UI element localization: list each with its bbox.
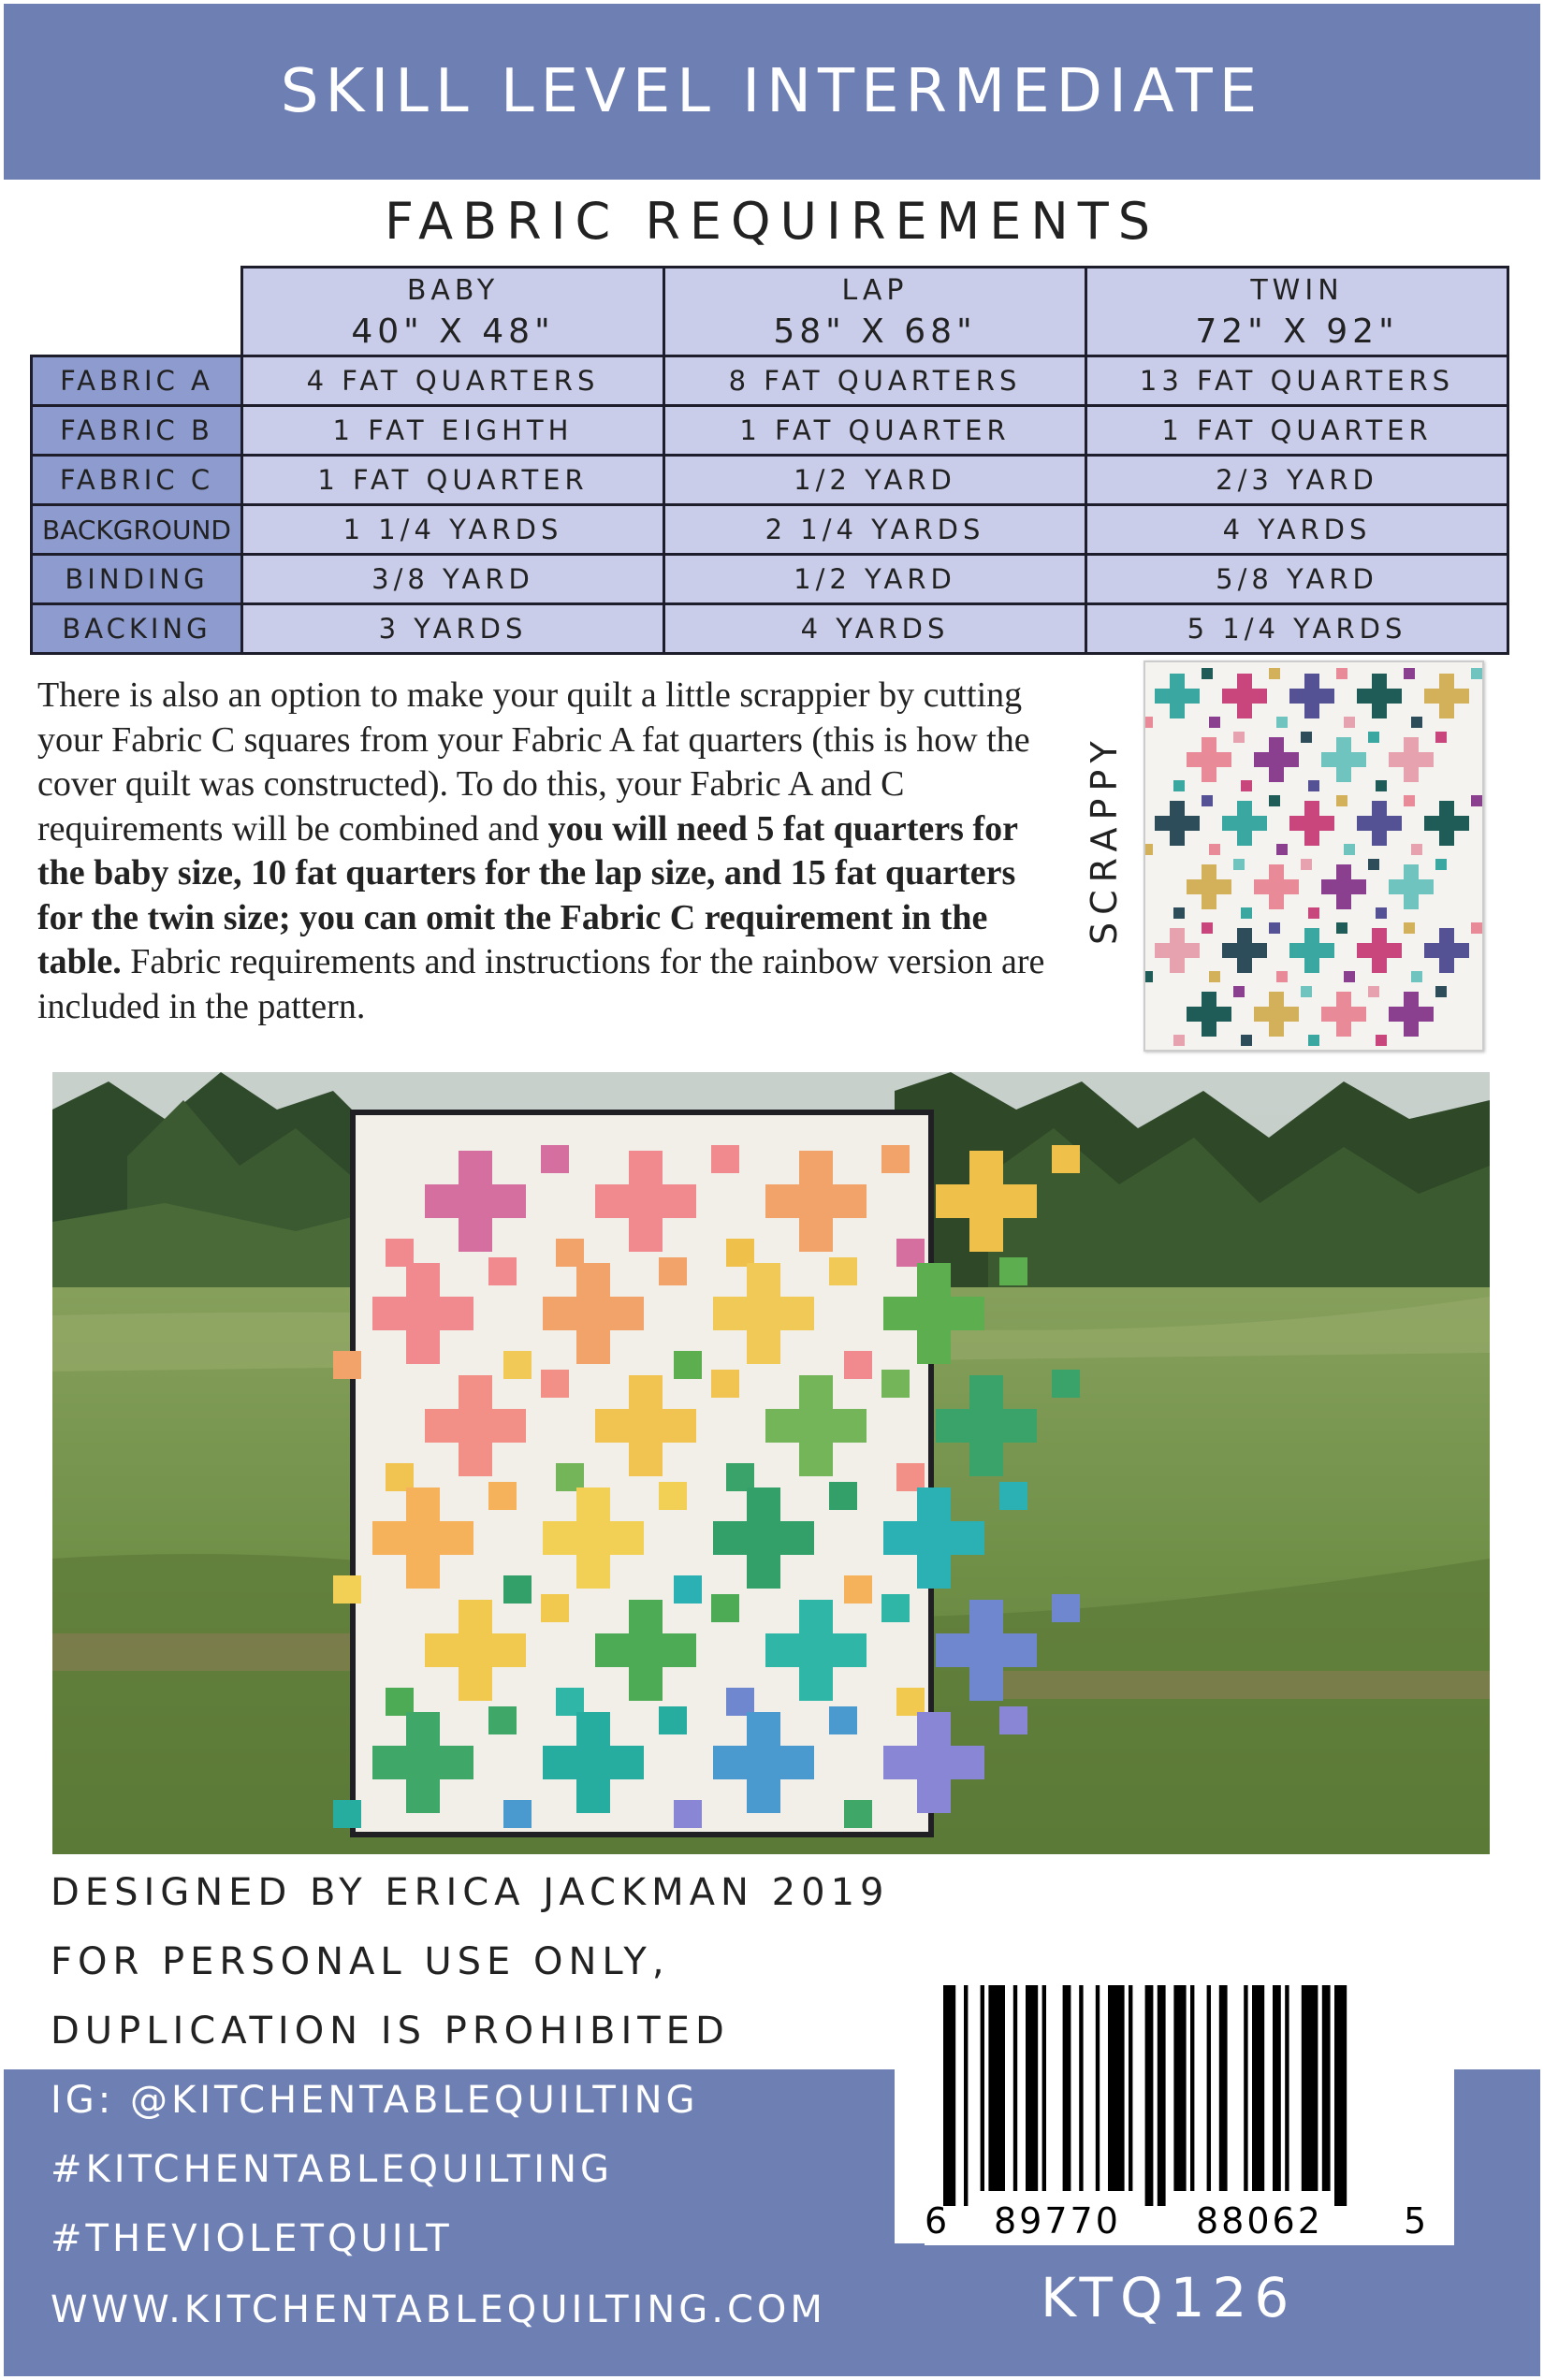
barcode-bar [1285,1985,1289,2191]
barcode-check-digit: 5 [1404,2200,1430,2242]
quilt-patch [541,1594,569,1622]
table-cell: 5/8 YARD [1086,555,1508,604]
quilt-patch [659,1482,687,1510]
quilt-cross [1170,928,1185,973]
table-cell: 3 YARDS [242,604,664,654]
barcode-bar [1042,1985,1046,2191]
quilt-cross [1269,737,1284,782]
quilt-patch [674,1575,702,1604]
scrappy-label: SCRAPPY [1084,733,1125,945]
table-cell: 1/2 YARD [664,456,1086,505]
quilt-cross [629,1151,663,1252]
quilt-cross [459,1375,492,1476]
table-row [32,505,1508,555]
skill-level-text: SKILL LEVEL INTERMEDIATE [280,57,1264,126]
quilt-patch [1209,971,1220,982]
barcode [925,1981,1454,2245]
quilt-cross [576,1712,610,1813]
size-dimensions: 58" X 68" [773,312,977,351]
quilt-cross [1304,674,1319,718]
product-code: KTQ126 [1041,2266,1297,2329]
scrappy-quilt-drawing [1145,662,1482,1050]
size-header-baby [242,268,664,356]
barcode-right-group: 88062 [1196,2200,1323,2242]
quilt-patch [1368,732,1379,743]
quilt-patch [503,1575,532,1604]
barcode-bar [988,1985,1005,2191]
fabric-requirements-table [30,266,1509,655]
barcode-bar [1013,1985,1017,2191]
website-link[interactable]: WWW.KITCHENTABLEQUILTING.COM [51,2288,826,2331]
quilt-patch [1471,922,1482,934]
table-header-row [32,268,1508,356]
quilt-patch [386,1688,414,1716]
quilt-patch [1202,795,1213,806]
quilt-cross [1336,737,1351,782]
barcode-bar [981,1985,984,2191]
table-cell: 1 FAT QUARTER [664,406,1086,456]
quilt-patch [1269,795,1280,806]
quilt-patch [1308,907,1319,919]
quilt-cross [1202,992,1216,1037]
quilt-patch [1241,780,1252,791]
table-row [32,555,1508,604]
hashtag-thevioletquilt[interactable]: #THEVIOLETQUILT [51,2217,453,2260]
quilt-cross [747,1263,780,1364]
scrappy-quilt-thumbnail [1143,660,1484,1052]
quilt-patch [333,1800,361,1828]
quilt-cross [576,1263,610,1364]
quilt-patch [844,1575,872,1604]
quilt-patch [1276,844,1288,855]
quilt-patch [829,1482,857,1510]
barcode-bar [1063,1985,1071,2191]
quilt-patch [1336,922,1347,934]
barcode-bar [1334,1985,1347,2206]
quilt-patch [1233,986,1245,997]
quilt-photo-drawing [52,1072,1490,1854]
quilt-cross [1439,801,1454,846]
quilt-patch [711,1370,739,1398]
quilt-cross [799,1375,833,1476]
table-cell: 13 FAT QUARTERS [1086,356,1508,406]
quilt-cross [747,1488,780,1589]
personal-use-notice: FOR PERSONAL USE ONLY, [51,1940,670,1983]
table-row [32,604,1508,654]
quilt-patch [1202,922,1213,934]
skill-level-banner [4,4,1540,180]
quilt-patch [1344,971,1355,982]
quilt-patch [1344,844,1355,855]
quilt-patch [999,1706,1027,1734]
quilt-patch [1209,844,1220,855]
quilt-patch [1241,907,1252,919]
quilt-patch [711,1145,739,1173]
quilt-patch [829,1706,857,1734]
quilt-patch [556,1463,584,1491]
barcode-bar [1079,1985,1083,2191]
table-cell: 1/2 YARD [664,555,1086,604]
quilt-patch [896,1239,925,1267]
table-row [32,456,1508,505]
paragraph-bold: you will need 5 fat quarters for the baby size, 10 fat quarters for the lap size, and 15 fat quarters for the twin size; you can omit the Fabric C requirement in the table. [37,808,1018,981]
size-dimensions: 40" X 48" [351,312,555,351]
quilt-cross [1202,864,1216,909]
quilt-cross [1439,674,1454,718]
quilt-patch [1376,780,1387,791]
quilt-patch [1411,717,1422,728]
table-row [32,356,1508,406]
quilt-patch [556,1688,584,1716]
quilt-patch [1336,795,1347,806]
quilt-cross [799,1151,833,1252]
quilt-patch [1052,1145,1080,1173]
quilt-patch [1404,668,1415,679]
quilt-cross [1237,801,1252,846]
quilt-patch [1336,668,1347,679]
quilt-patch [659,1257,687,1285]
barcode-bar [1219,1985,1228,2191]
quilt-patch [711,1594,739,1622]
quilt-patch [1145,844,1153,855]
quilt-patch [1173,780,1185,791]
hashtag-kitchentablequilting[interactable]: #KITCHENTABLEQUILTING [51,2148,614,2191]
quilt-patch [674,1351,702,1379]
quilt-cross [576,1488,610,1589]
quilt-patch [1202,668,1213,679]
quilt-patch [1173,1035,1185,1046]
barcode-bar [1145,1985,1154,2206]
quilt-patch [386,1463,414,1491]
quilt-patch [1233,732,1245,743]
paragraph-outro: Fabric requirements and instructions for the rainbow version are included in the pattern. [37,942,1045,1026]
quilt-cross [799,1600,833,1701]
barcode-left-group: 89770 [994,2200,1121,2242]
barcode-bar [1173,1985,1186,2191]
barcode-bar [1252,1985,1264,2191]
paragraph-intro: There is also an option to make your quilt a little scrappier by cutting your Fabric C squares from your Fabric A fat quarters (this is how the cover quilt was constructed). To do this, your Fabric A and C requirements will be combined and [37,675,1030,849]
table-row [32,406,1508,456]
quilt-patch [881,1370,910,1398]
quilt-patch [881,1145,910,1173]
table-cell: 1 FAT QUARTER [1086,406,1508,456]
table-cell: 2 1/4 YARDS [664,505,1086,555]
quilt-cross [1269,864,1284,909]
quilt-patch [541,1145,569,1173]
row-label: FABRIC A [32,356,242,406]
quilt-patch [881,1594,910,1622]
size-name: TWIN [1250,274,1344,307]
quilt-patch [1376,1035,1387,1046]
quilt-patch [1145,717,1153,728]
quilt-patch [1435,986,1447,997]
quilt-cross [1170,674,1185,718]
quilt-patch [1435,859,1447,870]
quilt-patch [674,1800,702,1828]
quilt-cross [917,1263,951,1364]
table-cell: 4 YARDS [1086,505,1508,555]
quilt-cross [917,1712,951,1813]
quilt-patch [1435,732,1447,743]
quilt-patch [1276,971,1288,982]
row-label: BINDING [32,555,242,604]
quilt-patch [844,1351,872,1379]
quilt-cross [1237,674,1252,718]
size-dimensions: 72" X 92" [1195,312,1399,351]
scrappy-option-paragraph [37,674,1067,1029]
quilt-cross [629,1375,663,1476]
barcode-bar [1129,1985,1132,2191]
barcode-bar [1026,1985,1038,2191]
barcode-bar [943,1985,955,2206]
table-cell: 1 1/4 YARDS [242,505,664,555]
quilt-patch [896,1688,925,1716]
quilt-patch [488,1257,517,1285]
quilt-patch [1269,668,1280,679]
scrappy-background [1145,662,1482,1050]
quilt-patch [659,1706,687,1734]
quilt-cross [1304,801,1319,846]
barcode-bar [1190,1985,1194,2191]
quilt-cross [406,1263,440,1364]
quilt-patch [1411,844,1422,855]
quilt-cross [1372,674,1387,718]
quilt-patch [488,1482,517,1510]
quilt-patch [1308,780,1319,791]
table-cell: 8 FAT QUARTERS [664,356,1086,406]
quilt-patch [1233,859,1245,870]
quilt-patch [1241,1035,1252,1046]
quilt-patch [1209,717,1220,728]
quilt-cross [629,1600,663,1701]
quilt-patch [1411,971,1422,982]
quilt-patch [999,1257,1027,1285]
quilt-patch [1308,1035,1319,1046]
quilt-patch [556,1239,584,1267]
quilt-patch [1301,859,1312,870]
quilt-cross [1404,864,1419,909]
quilt-patch [503,1351,532,1379]
quilt-photo [52,1072,1490,1854]
table-cell: 1 FAT QUARTER [242,456,664,505]
quilt-cross [969,1375,1003,1476]
instagram-handle[interactable]: IG: @KITCHENTABLEQUILTING [51,2079,699,2122]
row-label: FABRIC C [32,456,242,505]
table-cell: 1 FAT EIGHTH [242,406,664,456]
quilt-cross [459,1600,492,1701]
table-cell: 3/8 YARD [242,555,664,604]
barcode-bar [964,1985,968,2206]
barcode-bar [1302,1985,1318,2191]
barcode-first-digit: 6 [925,2200,951,2242]
quilt-cross [1170,801,1185,846]
quilt-patch [1173,907,1185,919]
quilt-cross [1202,737,1216,782]
quilt-patch [999,1482,1027,1510]
quilt-cross [406,1712,440,1813]
quilt-patch [1276,717,1288,728]
table-cell: 5 1/4 YARDS [1086,604,1508,654]
row-label: BACKING [32,604,242,654]
quilt-patch [896,1463,925,1491]
barcode-bar [1207,1985,1211,2191]
barcode-bar [1273,1985,1281,2191]
quilt-patch [844,1800,872,1828]
size-name: BABY [406,274,500,307]
row-label: FABRIC B [32,406,242,456]
quilt-cross [1404,737,1419,782]
table-cell: 4 YARDS [664,604,1086,654]
quilt-cross [406,1488,440,1589]
barcode-bar [1322,1985,1331,2191]
quilt-patch [1301,986,1312,997]
quilt-patch [829,1257,857,1285]
quilt-cross [1439,928,1454,973]
quilt-cross [1269,992,1284,1037]
quilt-patch [1145,971,1153,982]
quilt-cross [1372,801,1387,846]
fabric-requirements-title: FABRIC REQUIREMENTS [384,192,1159,251]
quilt-patch [541,1370,569,1398]
quilt-patch [1301,732,1312,743]
size-name: LAP [841,274,909,307]
quilt-cross [459,1151,492,1252]
quilt-patch [1368,859,1379,870]
quilt-patch [488,1706,517,1734]
quilt-patch [726,1688,754,1716]
quilt-patch [726,1239,754,1267]
size-header-lap [664,268,1086,356]
quilt-cross [1404,992,1419,1037]
quilt-cross [969,1151,1003,1252]
quilt-patch [1368,986,1379,997]
quilt-patch [1269,922,1280,934]
quilt-patch [1471,795,1482,806]
table-corner [32,268,242,356]
table-cell: 2/3 YARD [1086,456,1508,505]
quilt-patch [1404,795,1415,806]
table-cell: 4 FAT QUARTERS [242,356,664,406]
quilt-patch [1376,907,1387,919]
row-label: BACKGROUND [32,505,242,555]
quilt-cross [917,1488,951,1589]
quilt-cross [1336,864,1351,909]
quilt-patch [726,1463,754,1491]
quilt-patch [1344,717,1355,728]
quilt-patch [333,1575,361,1604]
quilt-patch [1404,922,1415,934]
designer-credit: DESIGNED BY ERICA JACKMAN 2019 [51,1871,890,1914]
quilt-cross [1237,928,1252,973]
barcode-bar [1158,1985,1166,2206]
quilt-patch [503,1800,532,1828]
quilt-cross [1372,928,1387,973]
quilt-patch [1052,1370,1080,1398]
quilt-cross [1336,992,1351,1037]
quilt-cross [969,1600,1003,1701]
quilt-cross [747,1712,780,1813]
quilt-patch [386,1239,414,1267]
duplication-notice: DUPLICATION IS PROHIBITED [51,2010,730,2053]
quilt-patch [1471,668,1482,679]
barcode-bar [1096,1985,1100,2191]
quilt-patch [1052,1594,1080,1622]
quilt-patch [333,1351,361,1379]
size-header-twin [1086,268,1508,356]
quilt-cross [1304,928,1319,973]
barcode-bar [1244,1985,1247,2191]
barcode-bar [1108,1985,1125,2191]
